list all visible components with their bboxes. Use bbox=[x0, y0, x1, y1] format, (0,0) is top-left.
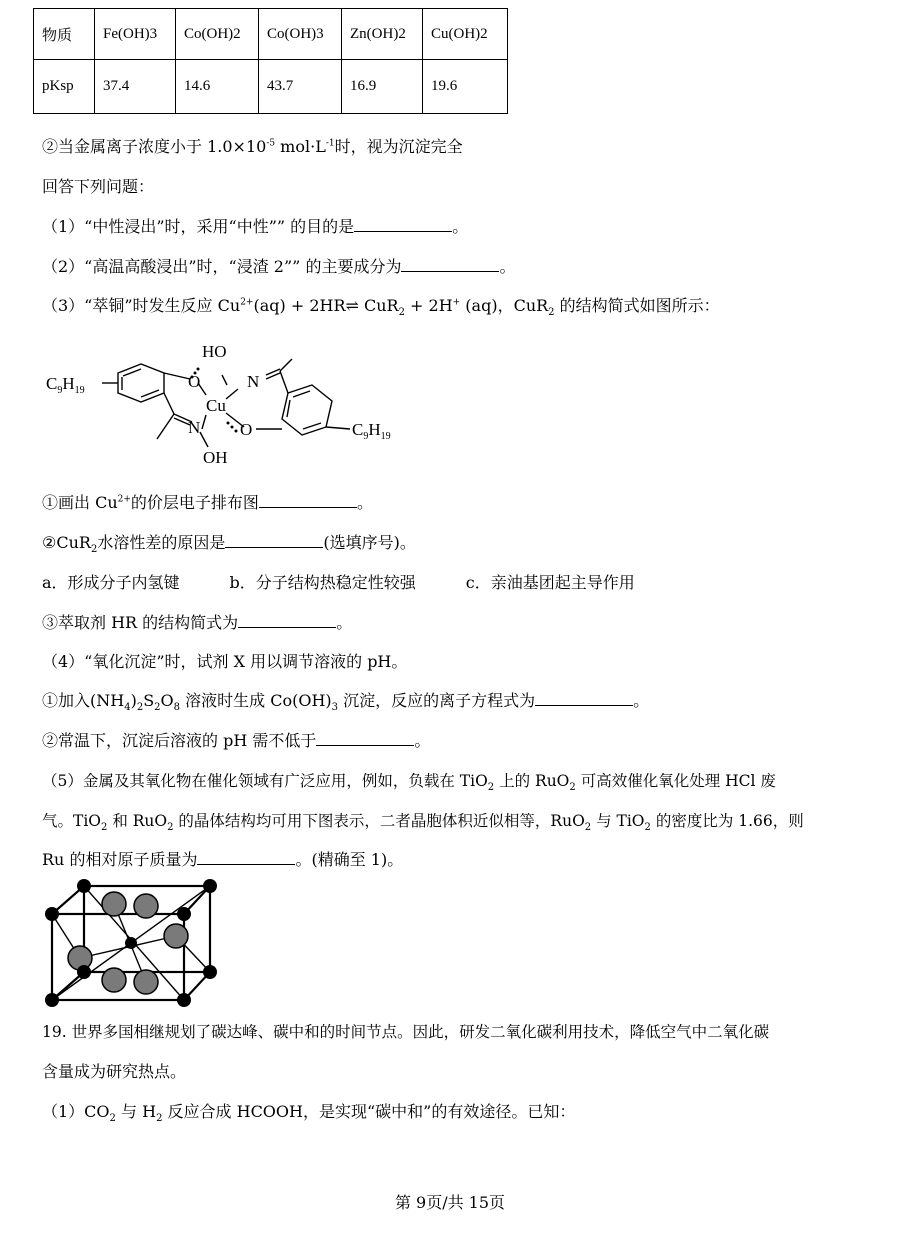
question-4: （4）“氧化沉淀”时，试剂 X 用以调节溶液的 pH。 bbox=[42, 652, 408, 671]
atom-small bbox=[45, 993, 59, 1007]
table-cell: 14.6 bbox=[176, 60, 259, 114]
cur2-structure-diagram bbox=[40, 335, 420, 475]
question-3-2: ②CuR$_2$水溶性差的原因是 (选填序号)。 bbox=[42, 533, 416, 556]
answer-blank[interactable] bbox=[259, 493, 357, 508]
answer-blank[interactable] bbox=[535, 691, 633, 706]
atom-small bbox=[203, 965, 217, 979]
answer-blank[interactable] bbox=[225, 533, 323, 548]
atom-small bbox=[77, 879, 91, 893]
crystal-cell-diagram bbox=[38, 876, 228, 1012]
answer-blank[interactable] bbox=[238, 613, 336, 628]
table-cell: 43.7 bbox=[259, 60, 342, 114]
oxygen-label-left: O bbox=[188, 372, 201, 391]
question-19-1: $(1)CO_2$ 与 $H_2$ 反应合成 HCOOH，是实现“碳中和”的有效途径。已知： bbox=[42, 1102, 576, 1125]
nitrogen-label-top: N bbox=[247, 372, 260, 391]
table-cell: 37.4 bbox=[95, 60, 176, 114]
atom-small-center bbox=[125, 937, 137, 949]
ksp-table bbox=[33, 8, 508, 114]
table-header-cell: Co(OH)3 bbox=[259, 9, 342, 60]
table-header-row bbox=[34, 9, 508, 60]
table-row bbox=[34, 60, 508, 114]
atom-small bbox=[177, 993, 191, 1007]
question-5-line-2: 气。TiO$_2$ 和 RuO$_2$ 的晶体结构均可用下图表示，二者晶胞体积近似相等，RuO$_2$ 与 TiO$_2$ 的密度比为 1.66，则 bbox=[42, 812, 804, 834]
left-alkyl-label: $C_9H_{19}$ bbox=[46, 374, 85, 396]
atom-small bbox=[203, 879, 217, 893]
table-header-cell: Zn(OH)2 bbox=[342, 9, 423, 60]
atom-large bbox=[102, 968, 126, 992]
answer-blank[interactable] bbox=[316, 731, 414, 746]
hydroxyl-label-bottom: OH bbox=[203, 448, 228, 467]
oxygen-label-right: O bbox=[240, 420, 253, 439]
question-3: （3）“萃铜”时发生反应 $Cu^{2+}(aq)$ + 2HR⇌ CuR$_2$ + 2H+ (aq)，CuR$_2$ 的结构简式如图所示： bbox=[42, 296, 720, 319]
question-3-1: ①画出 $Cu^{2+}$的价层电子排布图 。 bbox=[42, 493, 373, 512]
option-c: c．亲油基团起主导作用 bbox=[465, 573, 635, 592]
question-4-2: ②常温下，沉淀后溶液的 pH 需不低于 。 bbox=[42, 731, 431, 750]
right-alkyl-label: $C_9H_{19}$ bbox=[352, 420, 391, 442]
question-19-line-1: 19. 世界多国相继规划了碳达峰、碳中和的时间节点。因此，研发二氧化碳利用技术，降低空气中二氧化碳 bbox=[42, 1023, 770, 1041]
table-header-cell: Cu(OH)2 bbox=[423, 9, 508, 60]
note-line: ②当金属离子浓度小于 $1.0\times 10^{-5}$ $mol\cdot L^{-1}$时，视为沉淀完全 bbox=[42, 137, 463, 156]
page-footer: 第 9页/共 15页 bbox=[394, 1193, 506, 1212]
nitrogen-label-bottom: N bbox=[188, 418, 201, 437]
question-3-3: ③萃取剂 HR 的结构简式为 。 bbox=[42, 613, 353, 632]
option-a: a．形成分子内氢键 bbox=[42, 573, 180, 592]
atom-large bbox=[134, 970, 158, 994]
hydroxyl-label-top: HO bbox=[202, 342, 227, 361]
question-2: （2）“高温高酸浸出”时，“浸渣 2”” 的主要成分为 。 bbox=[42, 257, 516, 276]
table-header-cell: 物质 bbox=[34, 9, 95, 60]
atom-small bbox=[77, 965, 91, 979]
table-header-cell: Fe(OH)3 bbox=[95, 9, 176, 60]
answer-blank[interactable] bbox=[197, 850, 295, 865]
table-cell: 19.6 bbox=[423, 60, 508, 114]
option-b: b．分子结构热稳定性较强 bbox=[229, 573, 416, 592]
atom-small bbox=[45, 907, 59, 921]
options-line bbox=[42, 573, 635, 593]
question-5-line-1: （5）金属及其氧化物在催化领域有广泛应用，例如，负载在 TiO$_2$ 上的 RuO$_2$ 可高效催化氧化处理 HCl 废 bbox=[42, 772, 776, 794]
question-19-line-2: 含量成为研究热点。 bbox=[42, 1062, 187, 1081]
table-cell: 16.9 bbox=[342, 60, 423, 114]
answer-blank[interactable] bbox=[401, 257, 499, 272]
table-row-label: pKsp bbox=[34, 60, 95, 114]
atom-large bbox=[102, 892, 126, 916]
question-4-1: ①加入$(NH_4)_2S_2O_8$ 溶液时生成 $Co(OH)_3$ 沉淀，反应的离子方程式为 。 bbox=[42, 691, 650, 714]
answer-blank[interactable] bbox=[354, 217, 452, 232]
table-header-cell: Co(OH)2 bbox=[176, 9, 259, 60]
atom-large bbox=[164, 924, 188, 948]
answer-intro: 回答下列问题： bbox=[42, 177, 155, 196]
question-5-line-3: Ru 的相对原子质量为 。(精确至 1)。 bbox=[42, 850, 404, 869]
atom-small bbox=[177, 907, 191, 921]
copper-label: Cu bbox=[206, 396, 226, 415]
atom-large bbox=[134, 894, 158, 918]
question-1: （1）“中性浸出”时，采用“中性”” 的目的是 。 bbox=[42, 217, 469, 236]
